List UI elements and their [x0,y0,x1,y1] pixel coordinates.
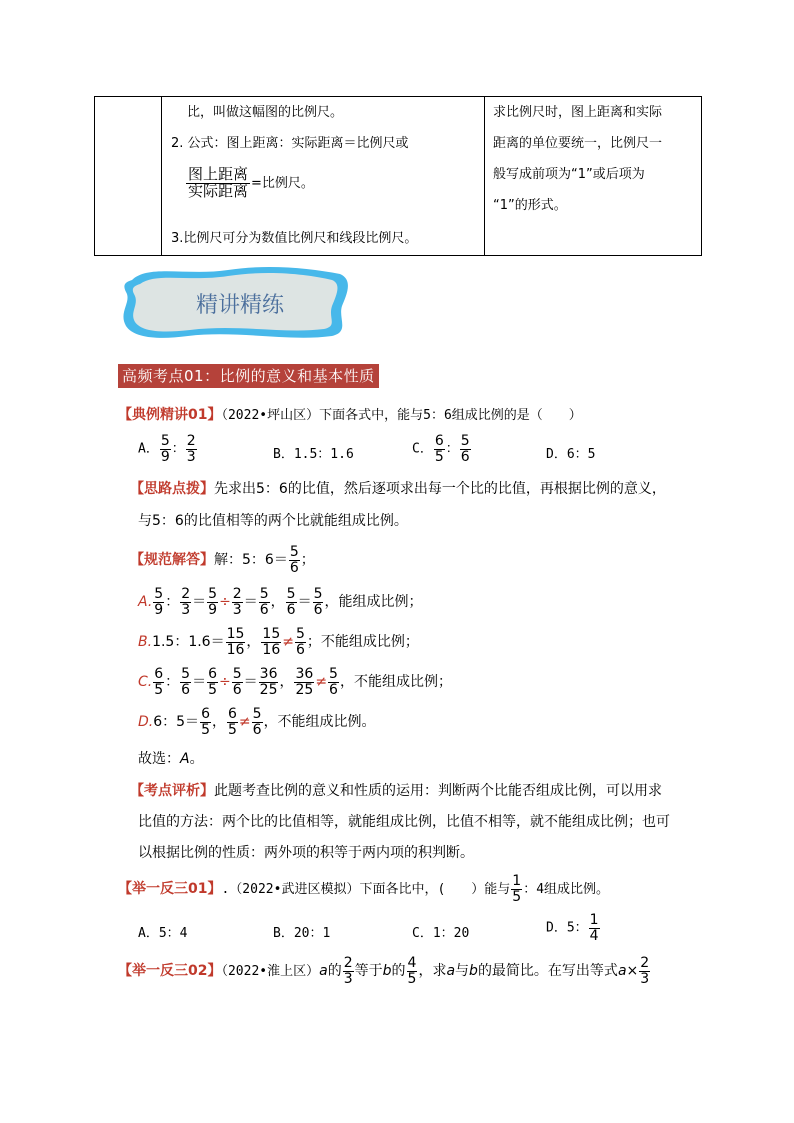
practice-2-tag: 【举一反三02】 [118,963,222,979]
table-note-line: 距离的单位要统一，比例尺一 [493,136,663,151]
hint-tag: 【思路点拨】 [130,481,214,497]
practice-1-option-d: D．5： $\frac{1}{4}$ [546,912,599,944]
practice-1-question: 【举一反三01】.（2022•武进区模拟）下面各比中，( ）能与 $\frac{1}{5}$ ：4组成比例。 [118,872,610,905]
fraction: $\frac{6}{5}$ [434,433,444,465]
table-text-line: 2. 公式：图上距离：实际距离＝比例尺或 [171,136,409,151]
analysis-line: 比值的方法：两个比的比值相等，就能组成比例，比值不相等，就不能组成比例；也可 [138,814,670,830]
table-note-line: 般写成前项为“1”或后项为 [493,167,645,182]
banner-title: 精讲精练 [195,293,285,318]
example-tag: 【典例精讲01】 [118,407,222,423]
solution-line-a: A. $\frac{5}{9}$ ： $\frac{2}{3}$ ＝ $\frac{5}{9}$ ÷ $\frac{2}{3}$ ＝ $\frac{5}{6}$ ， $\frac{5}{6}$ ＝ $\frac{5}{6}$ ，能组成比例； [138,585,423,618]
fraction: $\frac{2}{3}$ [186,433,196,465]
practice-1-option-a: A．5：4 [138,926,188,941]
table-formula: $\frac{\text{图上距离}}{\text{实际距离}}$ =比例尺。 [188,165,314,200]
option-a: A． $\frac{5}{9}$ ： $\frac{2}{3}$ [138,433,196,465]
solution-answer: 故选：A。 [138,751,204,767]
section-banner [118,262,354,342]
solution-line-d: D.6：5＝ $\frac{6}{5}$ ， $\frac{6}{5}$ ≠ $\frac{5}{6}$ ，不能组成比例。 [138,705,376,738]
section-header: 高频考点01：比例的意义和基本性质 [118,364,379,388]
example-source: （2022•坪山区）下面各式中，能与5：6组成比例的是（ ） [221,408,582,423]
table-text-line: 3.比例尺可分为数值比例尺和线段比例尺。 [171,231,418,246]
solution-line-c: C. $\frac{6}{5}$ ： $\frac{5}{6}$ ＝ $\frac{6}{5}$ ÷ $\frac{5}{6}$ ＝ $\frac{36}{25}$ ， $\frac{36}{25}$ ≠ $\frac{5}{6}$ ，不能组成比例； [138,665,452,698]
solution-tag: 【规范解答】 [130,552,214,568]
example-question [118,404,582,427]
fraction: $\frac{1}{4}$ [589,912,599,944]
option-c: C． $\frac{6}{5}$ ： $\frac{5}{6}$ [412,433,470,465]
fraction: $\frac{5}{9}$ [160,433,170,465]
practice-1-option-c: C．1：20 [412,926,470,941]
analysis-line: 以根据比例的性质：两外项的积等于两内项的积判断。 [138,845,474,861]
table-divider [484,97,485,255]
option-d: D．6：5 [546,447,596,462]
banner-shape [118,262,354,342]
table-note-line: 求比例尺时，图上距离和实际 [493,105,663,120]
option-b: B．1.5：1.6 [273,447,354,462]
table-note-line: “1”的形式。 [493,198,567,213]
analysis-tag: 【考点评析】 [130,783,214,799]
table-text-line: 比，叫做这幅图的比例尺。 [187,105,344,120]
fraction: $\frac{5}{6}$ [460,433,470,465]
practice-1-tag: 【举一反三01】 [118,881,222,897]
analysis-line: 【考点评析】此题考查比例的意义和性质的运用：判断两个比能否组成比例，可以用求 [130,783,662,799]
fraction: $\frac{1}{5}$ [512,872,522,905]
solution-line-b: B.1.5：1.6＝ $\frac{15}{16}$ ， $\frac{15}{16}$ ≠ $\frac{5}{6}$ ；不能组成比例； [138,625,419,658]
practice-2-question: 【举一反三02】（2022•淮上区）a的 $\frac{2}{3}$ 等于b的 $\frac{4}{5}$ ，求a与b的最简比。在写出等式a× $\frac{2}{3}$ [118,954,650,987]
solution-intro: 【规范解答】解：5：6＝ $\frac{5}{6}$ ； [130,543,315,576]
hint-line: 与5：6的比值相等的两个比就能组成比例。 [138,513,408,529]
table-divider [161,97,162,255]
hint-line: 【思路点拨】先求出5：6的比值，然后逐项求出每一个比的比值，再根据比例的意义， [130,481,666,497]
formula-fraction: $\frac{\text{图上距离}}{\text{实际距离}}$ [188,165,249,200]
fraction: $\frac{5}{6}$ [289,543,299,576]
summary-table [94,96,702,256]
practice-1-option-b: B．20：1 [273,926,331,941]
